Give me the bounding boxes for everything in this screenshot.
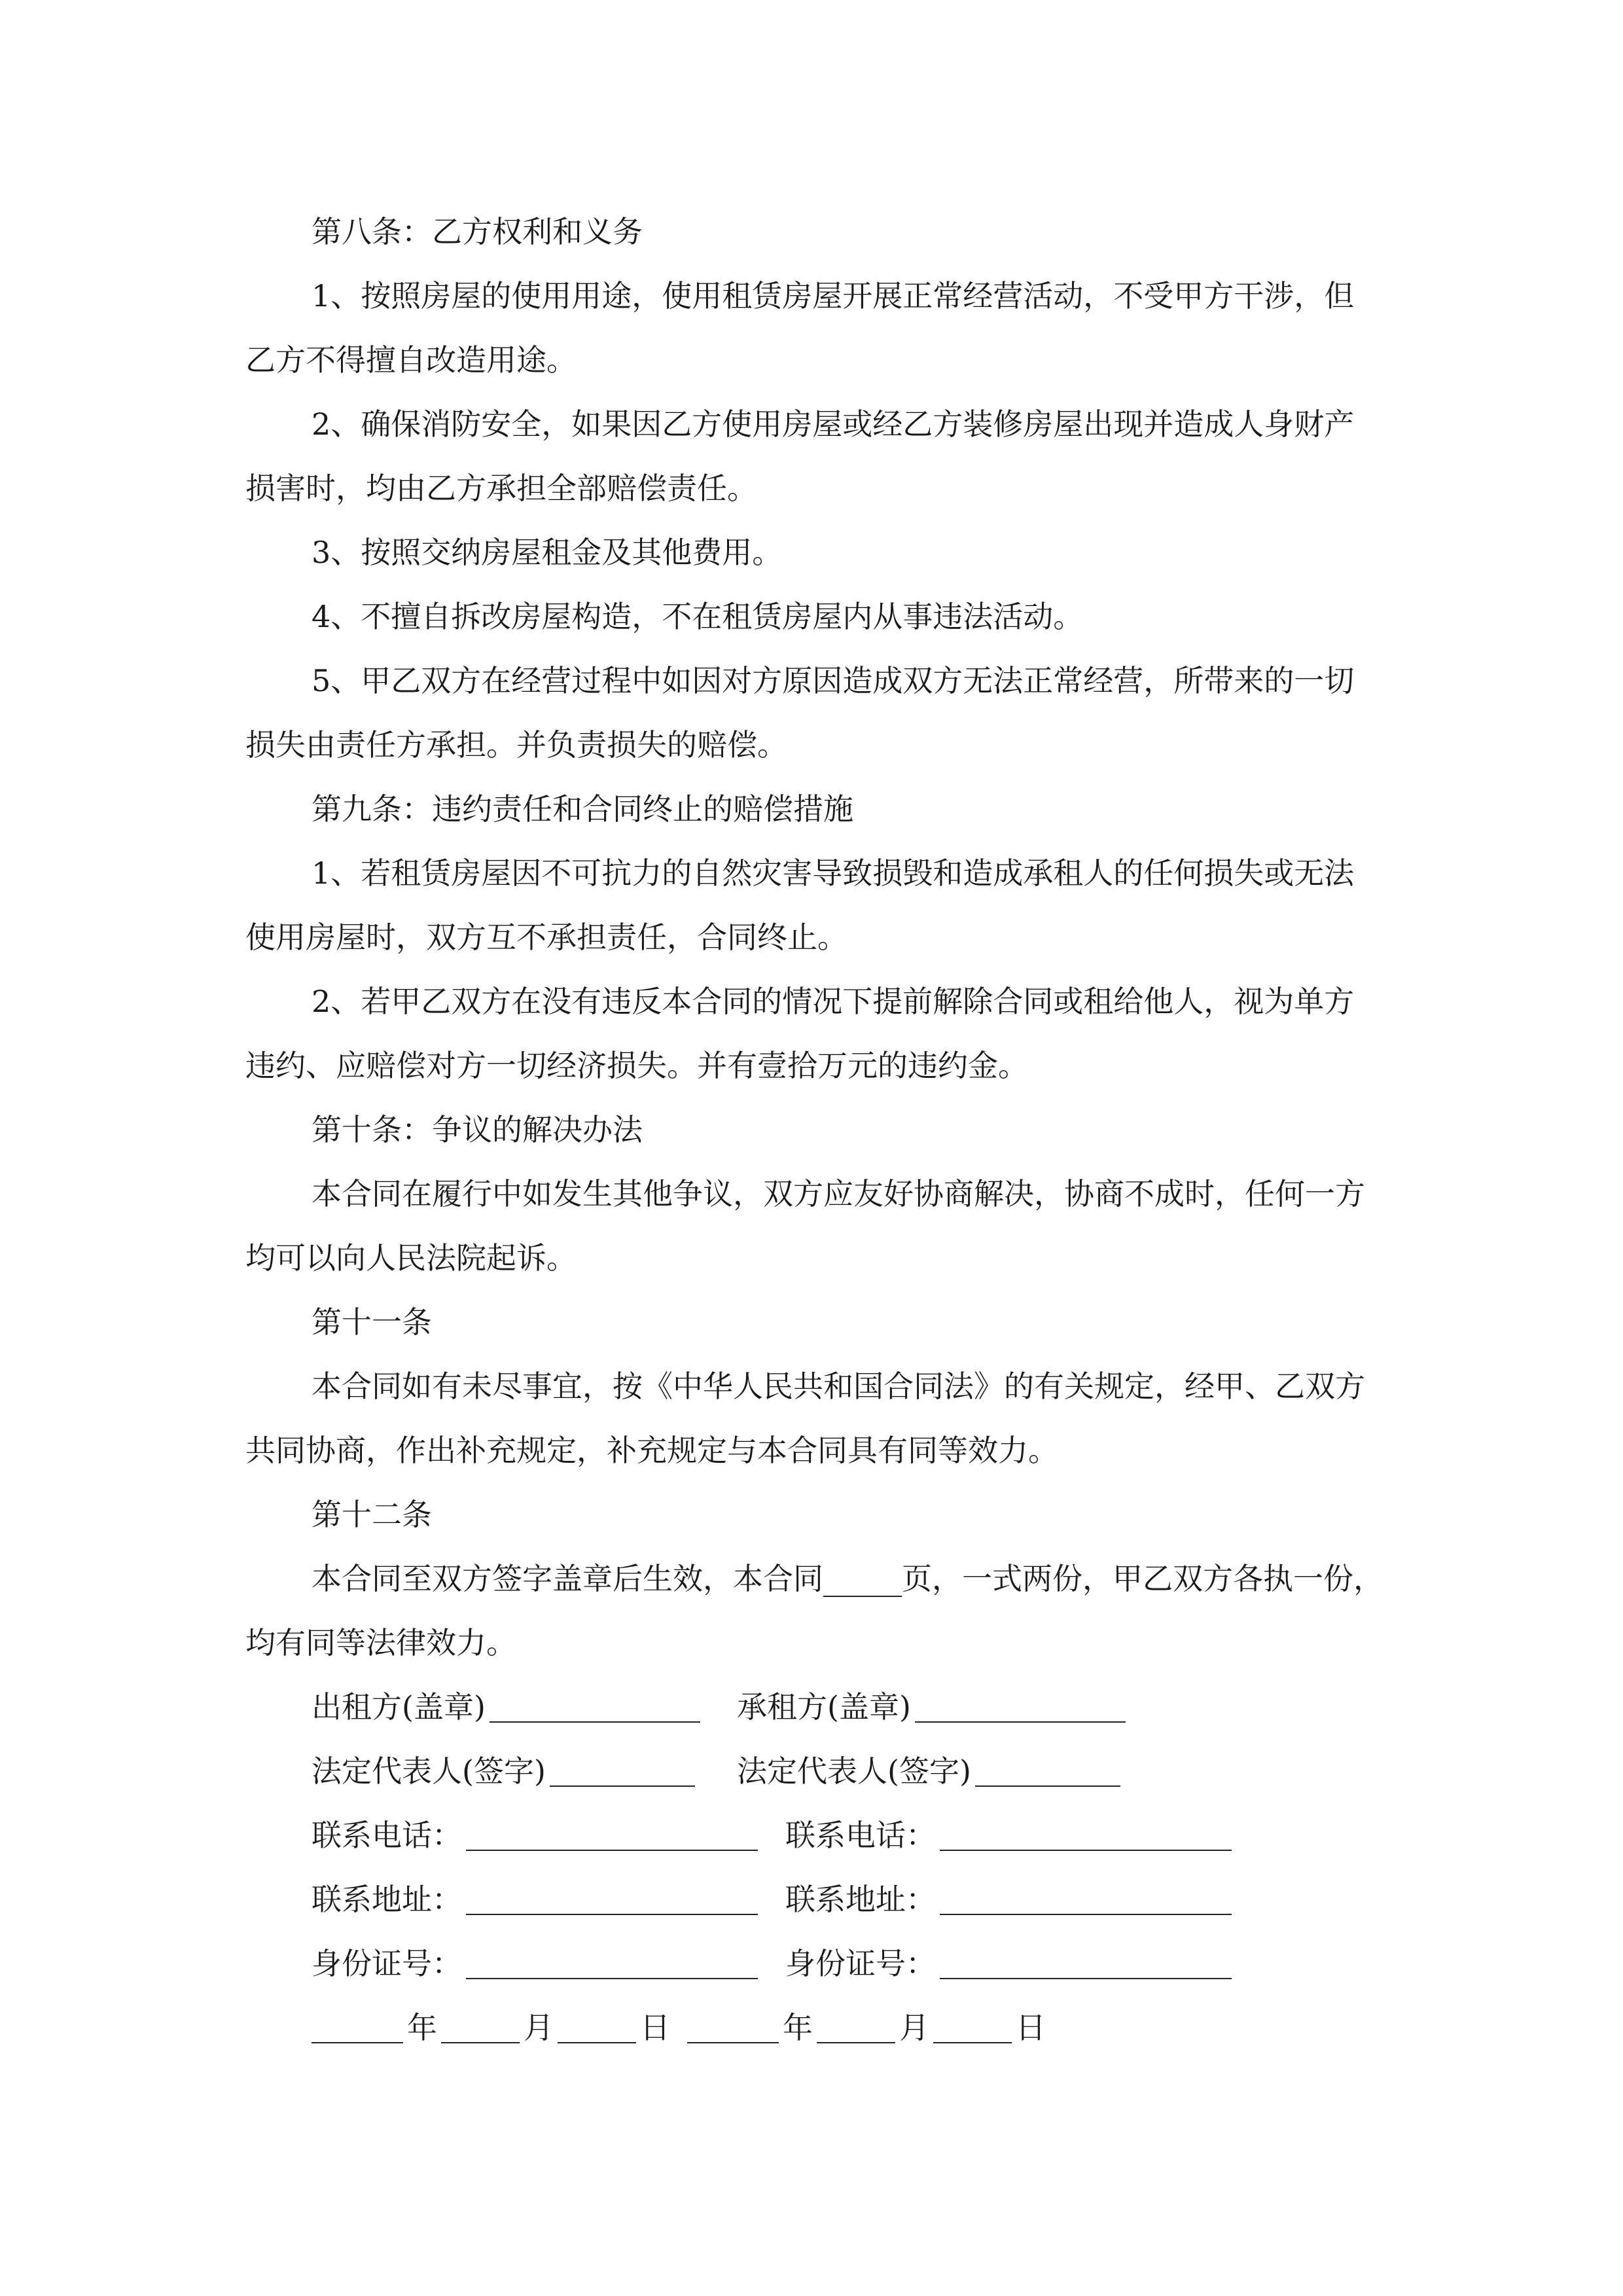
date-left-month-blank[interactable] [441, 2012, 520, 2043]
id-left-field [312, 1931, 785, 1996]
legal-rep-left-line[interactable] [550, 1755, 695, 1787]
phone-left-label: 联系电话： [312, 1818, 462, 1853]
article-12-body [245, 1547, 1384, 1675]
phone-left-field [312, 1803, 785, 1867]
phone-right-field [785, 1803, 1232, 1867]
lessor-seal-label: 出租方(盖章) [312, 1689, 486, 1725]
phone-row [245, 1803, 1384, 1867]
date-left-day-label: 日 [640, 2010, 670, 2045]
contract-body [245, 200, 1384, 2060]
date-right-day-blank[interactable] [933, 2012, 1012, 2043]
address-right-label: 联系地址： [785, 1882, 936, 1917]
legal-rep-left-field [312, 1739, 737, 1803]
article-8-heading: 第八条：乙方权利和义务 [312, 214, 643, 249]
signature-block [245, 1675, 1384, 2060]
article-8-item-4: 4、不擅自拆改房屋构造，不在租赁房屋内从事违法活动。 [312, 599, 1084, 634]
address-left-label: 联系地址： [312, 1882, 462, 1917]
id-right-line[interactable] [940, 1948, 1232, 1979]
article-12-body-start: 本合同至双方签字盖章后生效，本合同 [312, 1561, 823, 1596]
date-right-year-label: 年 [783, 2010, 813, 2045]
lessee-seal-field [737, 1675, 1126, 1739]
date-right-month-blank[interactable] [817, 2012, 895, 2043]
article-8-item-3: 3、按照交纳房屋租金及其他费用。 [312, 535, 783, 570]
article-10-heading: 第十条：争议的解决办法 [312, 1112, 643, 1147]
article-12-heading: 第十二条 [312, 1497, 432, 1532]
page-count-blank[interactable] [823, 1563, 902, 1597]
date-right-month-label: 月 [899, 2010, 929, 2045]
date-right-day-label: 日 [1016, 2010, 1046, 2045]
address-row [245, 1867, 1384, 1931]
date-row [245, 1996, 1384, 2060]
id-right-field [785, 1931, 1232, 1996]
address-right-line[interactable] [940, 1884, 1232, 1915]
article-8-item-5: 5、甲乙双方在经营过程中如因对方原因造成双方无法正常经营，所带来的一切损失由责任方承担。并负责损失的赔偿。 [245, 663, 1355, 762]
id-row [245, 1931, 1384, 1996]
lessee-seal-label: 承租方(盖章) [737, 1689, 911, 1725]
date-left-month-label: 月 [524, 2010, 554, 2045]
phone-right-line[interactable] [940, 1820, 1232, 1851]
seal-row [245, 1675, 1384, 1739]
legal-rep-right-field [737, 1739, 1120, 1803]
date-right-year-blank[interactable] [687, 2012, 779, 2043]
date-left-year-label: 年 [407, 2010, 437, 2045]
phone-left-line[interactable] [466, 1820, 758, 1851]
lessee-seal-line[interactable] [915, 1691, 1126, 1723]
phone-right-label: 联系电话： [785, 1818, 936, 1853]
lessor-seal-field [312, 1675, 737, 1739]
address-right-field [785, 1867, 1232, 1931]
id-right-label: 身份证号： [785, 1946, 936, 1981]
article-9-heading: 第九条：违约责任和合同终止的赔偿措施 [312, 791, 853, 827]
article-8-item-2: 2、确保消防安全，如果因乙方使用房屋或经乙方装修房屋出现并造成人身财产损害时，均由乙方承担全部赔偿责任。 [245, 406, 1355, 506]
article-12-body-end: 页，一式两份，甲乙双方各执一份，均有同等法律效力。 [245, 1561, 1383, 1660]
legal-rep-row [245, 1739, 1384, 1803]
id-left-label: 身份证号： [312, 1946, 462, 1981]
lessor-seal-line[interactable] [490, 1691, 700, 1723]
article-10-body: 本合同在履行中如发生其他争议，双方应友好协商解决，协商不成时，任何一方均可以向人民法院起诉。 [245, 1176, 1365, 1276]
article-8-item-1: 1、按照房屋的使用用途，使用租赁房屋开展正常经营活动，不受甲方干涉，但乙方不得擅自改造用途。 [245, 278, 1355, 378]
legal-rep-left-label: 法定代表人(签字) [312, 1753, 546, 1789]
id-left-line[interactable] [466, 1948, 758, 1979]
article-11-heading: 第十一条 [312, 1304, 432, 1340]
legal-rep-right-label: 法定代表人(签字) [737, 1753, 971, 1789]
address-left-line[interactable] [466, 1884, 758, 1915]
article-9-item-2: 2、若甲乙双方在没有违反本合同的情况下提前解除合同或租给他人，视为单方违约、应赔偿对方一切经济损失。并有壹拾万元的违约金。 [245, 984, 1355, 1083]
date-left-day-blank[interactable] [558, 2012, 636, 2043]
address-left-field [312, 1867, 785, 1931]
date-left-year-blank[interactable] [312, 2012, 403, 2043]
legal-rep-right-line[interactable] [975, 1755, 1120, 1787]
article-11-body: 本合同如有未尽事宜，按《中华人民共和国合同法》的有关规定，经甲、乙双方共同协商，作出补充规定，补充规定与本合同具有同等效力。 [245, 1369, 1365, 1468]
article-9-item-1: 1、若租赁房屋因不可抗力的自然灾害导致损毁和造成承租人的任何损失或无法使用房屋时，双方互不承担责任，合同终止。 [245, 855, 1355, 955]
